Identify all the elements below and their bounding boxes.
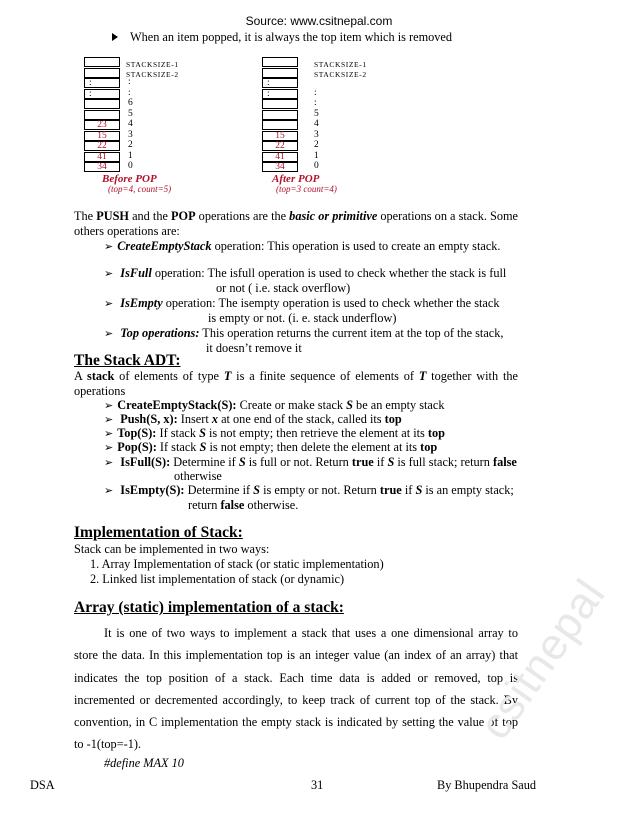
chevron-bullet-icon: ➢ bbox=[104, 427, 114, 440]
adt-pop-t2: is not empty; then delete the element at its bbox=[206, 440, 421, 454]
adt-pop-top: top bbox=[420, 440, 438, 454]
stack-index: : bbox=[128, 77, 131, 87]
adt-push bbox=[104, 412, 402, 427]
stack-index: : bbox=[314, 98, 317, 108]
adt-top-t2: is not empty; then retrieve the element at its bbox=[205, 426, 428, 440]
chevron-bullet-icon: ➢ bbox=[104, 399, 114, 412]
adt-full-name: IsFull(S): bbox=[120, 455, 171, 469]
adt-top-S: S bbox=[199, 426, 206, 440]
stack-index: 6 bbox=[128, 98, 133, 108]
adt-create bbox=[104, 398, 445, 413]
array-impl-text: It is one of two ways to implement a stack that uses a one dimensional array to store the data. In this implementation top is an integer value (an index of an array) that indicates the top position of a stack. Each time data is added or removed, top is incremented or decremented accordingly, to keep track of current top of the stack. By convention, in C implementation the empty stack is indicated by setting the value of top to -1(top=-1). bbox=[74, 626, 518, 752]
adt-push-top: top bbox=[384, 412, 402, 426]
adt-create-S: S bbox=[346, 398, 353, 412]
adt-d2: of elements of type bbox=[114, 369, 224, 383]
stack-cell: 15 bbox=[84, 131, 120, 141]
code-define: #define MAX 10 bbox=[104, 756, 184, 770]
stack-index: 4 bbox=[314, 119, 319, 129]
stack-cell bbox=[262, 99, 298, 109]
adt-pop bbox=[104, 440, 437, 455]
chevron-bullet-icon: ➢ bbox=[104, 441, 114, 454]
stack-cell: : bbox=[262, 78, 298, 88]
adt-empty-S: S bbox=[253, 483, 261, 497]
op-text: This operation returns the current item at the top of the stack, bbox=[199, 326, 504, 340]
adt-empty-S2: S bbox=[415, 483, 423, 497]
watermark: csitnepal bbox=[470, 570, 615, 749]
stack-index: 5 bbox=[314, 108, 319, 119]
stack-index: 0 bbox=[314, 161, 319, 171]
adt-isempty-l2 bbox=[188, 498, 298, 513]
after-caption: After POP bbox=[272, 173, 320, 185]
adt-top-name: Top(S): bbox=[117, 426, 157, 440]
stack-cell: 22 bbox=[262, 141, 298, 151]
chevron-bullet-icon: ➢ bbox=[104, 240, 114, 253]
stack-index: 3 bbox=[314, 129, 319, 140]
op-name: CreateEmptyStack bbox=[117, 239, 212, 253]
op-text: operation: This operation is used to create an empty stack. bbox=[211, 239, 501, 253]
stack-index: 4 bbox=[128, 119, 133, 129]
adt-isfull bbox=[104, 455, 540, 470]
op-text: operation: The isempty operation is used to check whether the stack bbox=[162, 296, 500, 310]
stack-cell bbox=[262, 110, 298, 120]
op-create-empty bbox=[104, 239, 501, 254]
pop-bullet bbox=[112, 30, 452, 45]
op-text: operation: The isfull operation is used to check whether the stack is full bbox=[151, 266, 507, 280]
adt-empty-l2a: return bbox=[188, 498, 221, 512]
array-impl-paragraph bbox=[74, 622, 518, 756]
adt-push-t1: Insert bbox=[177, 412, 212, 426]
stack-index: 2 bbox=[314, 140, 319, 150]
adt-empty-l2b: otherwise. bbox=[244, 498, 299, 512]
adt-empty-t2: is empty or not. Return bbox=[260, 483, 380, 497]
adt-T: T bbox=[223, 369, 232, 383]
stack-cell: 22 bbox=[84, 141, 120, 151]
array-impl-heading: Array (static) implementation of a stack: bbox=[74, 599, 344, 616]
adt-create-t1: Create or make stack bbox=[236, 398, 347, 412]
footer-left: DSA bbox=[30, 778, 55, 792]
intro-pop: POP bbox=[171, 209, 196, 223]
stack-index: 0 bbox=[128, 161, 133, 171]
impl-heading: Implementation of Stack: bbox=[74, 524, 243, 541]
op-top-l2: it doesn’t remove it bbox=[206, 341, 302, 355]
adt-d1: A bbox=[74, 369, 88, 383]
adt-pop-name: Pop(S): bbox=[117, 440, 157, 454]
adt-full-S2: S bbox=[387, 455, 395, 469]
after-label-1: STACKSIZE-1 bbox=[314, 60, 367, 69]
adt-empty-false: false bbox=[220, 498, 245, 512]
adt-full-t4: is full stack; return bbox=[394, 455, 493, 469]
stack-cell bbox=[84, 68, 120, 78]
impl-list-item-2: 2. Linked list implementation of stack (or dynamic) bbox=[90, 572, 345, 586]
stack-index: 1 bbox=[314, 150, 319, 161]
adt-top-t1: If stack bbox=[156, 426, 200, 440]
after-sub: (top=3 count=4) bbox=[276, 184, 337, 194]
intro-t1: The bbox=[74, 209, 97, 223]
adt-top-top: top bbox=[427, 426, 445, 440]
adt-full-t2: is full or not. Return bbox=[245, 455, 352, 469]
adt-stack: stack bbox=[87, 369, 115, 383]
op-top bbox=[104, 326, 503, 341]
stack-cell bbox=[262, 57, 298, 67]
stack-cell: 34 bbox=[262, 162, 298, 172]
adt-isempty bbox=[104, 483, 540, 498]
adt-empty-t1: Determine if bbox=[184, 483, 254, 497]
stack-cell: 23 bbox=[84, 120, 120, 130]
adt-full-t1: Determine if bbox=[170, 455, 239, 469]
stack-cell: 15 bbox=[262, 131, 298, 141]
adt-empty-t3: if bbox=[401, 483, 416, 497]
source-line: Source: www.csitnepal.com bbox=[245, 14, 393, 28]
chevron-bullet-icon: ➢ bbox=[104, 413, 114, 426]
before-sub: (top=4, count=5) bbox=[108, 184, 172, 194]
before-label-1: STACKSIZE-1 bbox=[126, 60, 179, 69]
adt-full-false: false bbox=[492, 455, 517, 469]
stack-cell bbox=[262, 120, 298, 130]
adt-full-true: true bbox=[351, 455, 374, 469]
stack-cell: : bbox=[84, 78, 120, 88]
adt-isfull-l2: otherwise bbox=[174, 469, 222, 483]
impl-list-item-1: 1. Array Implementation of stack (or static implementation) bbox=[90, 557, 384, 571]
adt-empty-true: true bbox=[379, 483, 402, 497]
adt-pop-t1: If stack bbox=[156, 440, 200, 454]
stack-cell bbox=[84, 57, 120, 67]
impl-intro: Stack can be implemented in two ways: bbox=[74, 542, 270, 556]
intro-basic: basic or primitive bbox=[289, 209, 378, 223]
stack-cell: 41 bbox=[84, 152, 120, 162]
before-caption: Before POP bbox=[102, 173, 157, 185]
adt-definition bbox=[74, 369, 518, 399]
chevron-bullet-icon: ➢ bbox=[104, 484, 114, 497]
intro-paragraph bbox=[74, 209, 518, 239]
page-number: 31 bbox=[311, 778, 324, 792]
op-isfull-l2: or not ( i.e. stack overflow) bbox=[216, 281, 351, 295]
pop-bullet-text: When an item popped, it is always the top item which is removed bbox=[130, 30, 453, 44]
stack-index: 1 bbox=[128, 150, 133, 161]
stack-index: : bbox=[314, 87, 317, 98]
chevron-bullet-icon: ➢ bbox=[104, 456, 114, 469]
triangle-bullet-icon bbox=[112, 33, 118, 41]
stack-index: 3 bbox=[128, 129, 133, 140]
op-isempty bbox=[104, 296, 500, 311]
adt-pop-S: S bbox=[199, 440, 207, 454]
adt-d3: is a finite sequence of elements of bbox=[231, 369, 419, 383]
intro-t4: operations on a stack. Some others operations are: bbox=[74, 209, 518, 238]
chevron-bullet-icon: ➢ bbox=[104, 297, 114, 310]
intro-push: PUSH bbox=[96, 209, 129, 223]
adt-push-x: x bbox=[211, 412, 219, 426]
chevron-bullet-icon: ➢ bbox=[104, 327, 114, 340]
stack-index: 2 bbox=[128, 140, 133, 150]
stack-cell: : bbox=[262, 89, 298, 99]
op-name: IsEmpty bbox=[120, 296, 163, 310]
adt-full-t3: if bbox=[373, 455, 388, 469]
stack-index: 5 bbox=[128, 108, 133, 119]
stack-index: : bbox=[128, 87, 131, 98]
stack-cell bbox=[262, 68, 298, 78]
stack-cell: : bbox=[84, 89, 120, 99]
adt-push-name: Push(S, x): bbox=[120, 412, 178, 426]
stack-adt-heading: The Stack ADT: bbox=[74, 352, 181, 369]
op-name: Top operations: bbox=[120, 326, 200, 340]
adt-top bbox=[104, 426, 445, 441]
intro-t2: and the bbox=[129, 209, 172, 223]
adt-T2: T bbox=[418, 369, 427, 383]
adt-push-t2: at one end of the stack, called its bbox=[218, 412, 385, 426]
op-isempty-l2: is empty or not. (i. e. stack underflow) bbox=[208, 311, 397, 325]
adt-create-name: CreateEmptyStack(S): bbox=[117, 398, 237, 412]
op-name: IsFull bbox=[120, 266, 152, 280]
op-isfull bbox=[104, 266, 506, 281]
chevron-bullet-icon: ➢ bbox=[104, 267, 114, 280]
stack-cell bbox=[84, 110, 120, 120]
stack-cell: 41 bbox=[262, 152, 298, 162]
stack-cell: 34 bbox=[84, 162, 120, 172]
adt-create-t2: be an empty stack bbox=[352, 398, 445, 412]
adt-d4: together with the operations bbox=[74, 369, 518, 398]
adt-full-S: S bbox=[238, 455, 246, 469]
before-label-2: STACKSIZE-2 bbox=[126, 70, 179, 79]
after-label-2: STACKSIZE-2 bbox=[314, 70, 367, 79]
intro-t3: operations are the bbox=[195, 209, 290, 223]
adt-empty-name: IsEmpty(S): bbox=[120, 483, 185, 497]
footer-author: By Bhupendra Saud bbox=[437, 778, 537, 792]
adt-empty-t4: is an empty stack; bbox=[422, 483, 514, 497]
stack-cell bbox=[84, 99, 120, 109]
